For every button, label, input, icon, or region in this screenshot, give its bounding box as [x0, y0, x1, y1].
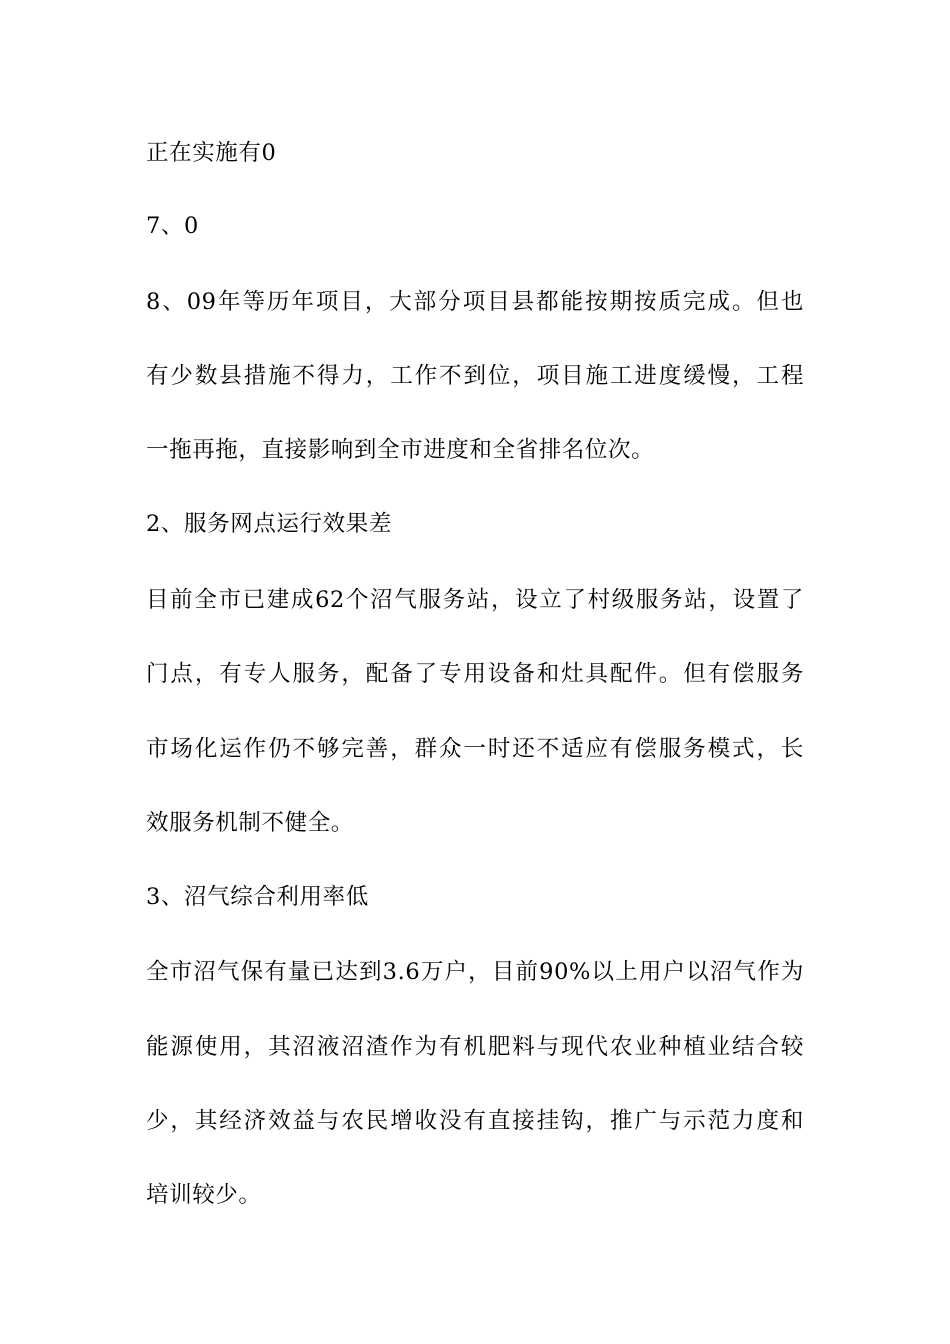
text-line: 7、0	[146, 213, 199, 239]
text-line: 一拖再拖，直接影响到全市进度和全省排名位次。	[146, 437, 655, 463]
text-line: 少，其经济效益与农民增收没有直接挂钩，推广与示范力度和	[146, 1108, 804, 1134]
text-line: 有少数县措施不得力，工作不到位，项目施工进度缓慢，工程	[146, 363, 804, 389]
text-line: 门点，有专人服务，配备了专用设备和灶具配件。但有偿服务	[146, 661, 804, 687]
text-line: 培训较少。	[146, 1182, 262, 1208]
text-line: 效服务机制不健全。	[146, 810, 354, 836]
section-heading: 3、沼气综合利用率低	[146, 884, 369, 910]
text-line: 目前全市已建成62个沼气服务站，设立了村级服务站，设置了	[146, 587, 804, 613]
text-line: 市场化运作仍不够完善，群众一时还不适应有偿服务模式，长	[146, 736, 804, 762]
text-line: 8、09年等历年项目，大部分项目县都能按期按质完成。但也	[146, 289, 804, 315]
text-line: 全市沼气保有量已达到3.6万户，目前90%以上用户以沼气作为	[146, 959, 804, 985]
text-line: 正在实施有0	[146, 140, 277, 166]
text-line: 能源使用，其沼液沼渣作为有机肥料与现代农业种植业结合较	[146, 1034, 804, 1060]
section-heading: 2、服务网点运行效果差	[146, 511, 392, 537]
